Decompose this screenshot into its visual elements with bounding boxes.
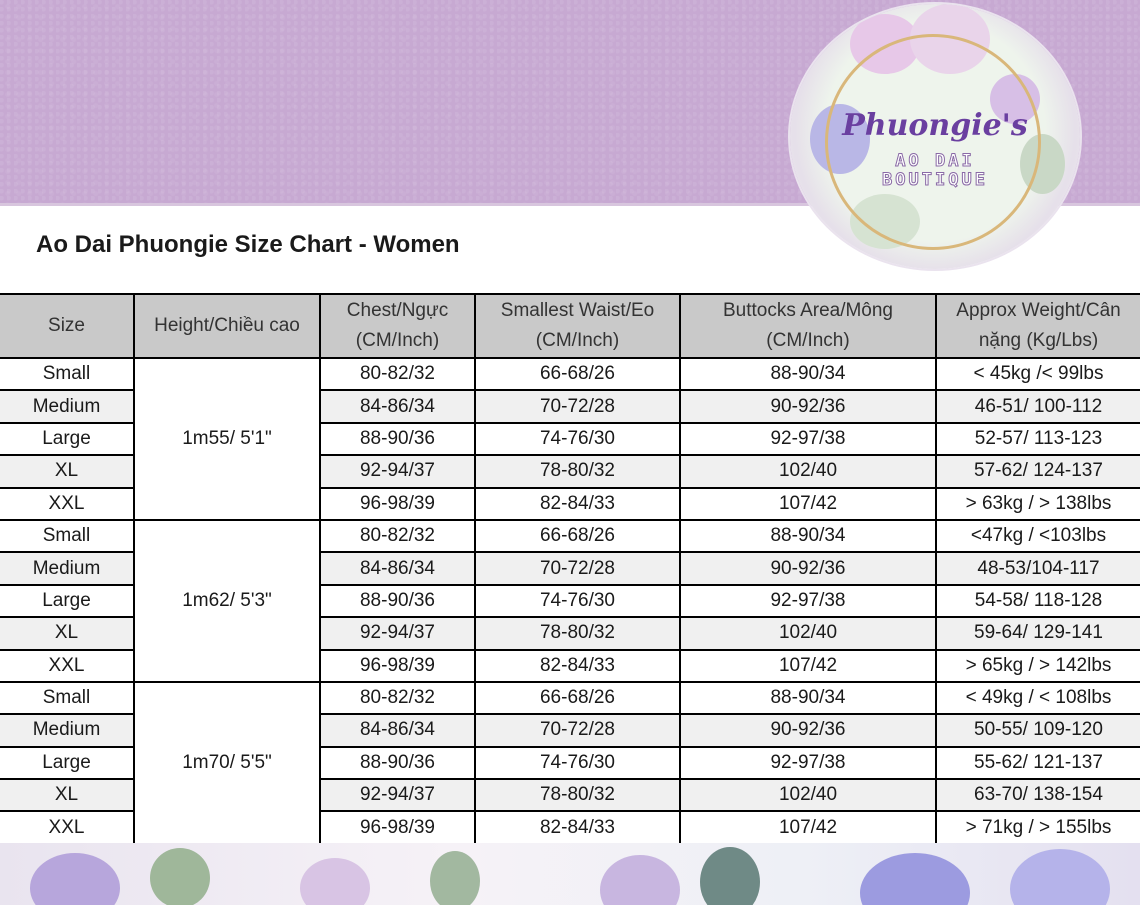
column-header-text: (CM/Inch)	[766, 330, 850, 351]
logo-name: Phuongie's	[842, 108, 1028, 143]
weight-cell: < 49kg / < 108lbs	[936, 682, 1140, 714]
chest-cell: 96-98/39	[320, 488, 475, 520]
chest-cell: 80-82/32	[320, 520, 475, 552]
size-cell: Medium	[0, 390, 134, 422]
column-header-text: Chest/Ngực	[346, 300, 449, 321]
buttocks-cell: 107/42	[680, 488, 936, 520]
buttocks-cell: 90-92/36	[680, 552, 936, 584]
size-cell: XXL	[0, 488, 134, 520]
waist-cell: 70-72/28	[475, 714, 680, 746]
column-header	[475, 294, 680, 358]
chest-cell: 84-86/34	[320, 552, 475, 584]
column-header	[320, 294, 475, 358]
waist-cell: 74-76/30	[475, 747, 680, 779]
column-header-text: Approx Weight/Cân	[956, 300, 1121, 321]
size-cell: XXL	[0, 811, 134, 843]
size-cell: Medium	[0, 714, 134, 746]
chest-cell: 96-98/39	[320, 811, 475, 843]
buttocks-cell: 92-97/38	[680, 585, 936, 617]
column-header	[936, 294, 1140, 358]
waist-cell: 66-68/26	[475, 358, 680, 390]
waist-cell: 66-68/26	[475, 682, 680, 714]
chest-cell: 92-94/37	[320, 455, 475, 487]
column-header	[680, 294, 936, 358]
size-cell: XL	[0, 617, 134, 649]
size-cell: Small	[0, 682, 134, 714]
floral-decoration	[430, 851, 480, 905]
column-header	[134, 294, 320, 358]
logo-subtitle-line2: BOUTIQUE	[882, 170, 988, 190]
weight-cell: 48-53/104-117	[936, 552, 1140, 584]
waist-cell: 82-84/33	[475, 811, 680, 843]
size-cell: XL	[0, 779, 134, 811]
boutique-logo	[790, 4, 1080, 269]
weight-cell: 46-51/ 100-112	[936, 390, 1140, 422]
buttocks-cell: 88-90/34	[680, 358, 936, 390]
buttocks-cell: 92-97/38	[680, 747, 936, 779]
chest-cell: 88-90/36	[320, 585, 475, 617]
chest-cell: 88-90/36	[320, 423, 475, 455]
floral-decoration	[30, 853, 120, 905]
floral-decoration	[150, 848, 210, 905]
waist-cell: 70-72/28	[475, 552, 680, 584]
weight-cell: 52-57/ 113-123	[936, 423, 1140, 455]
buttocks-cell: 102/40	[680, 617, 936, 649]
column-header-text: (CM/Inch)	[535, 330, 620, 351]
buttocks-cell: 88-90/34	[680, 520, 936, 552]
floral-decoration	[860, 853, 970, 905]
size-cell: Small	[0, 358, 134, 390]
table-header-row	[0, 294, 1140, 358]
chest-cell: 92-94/37	[320, 779, 475, 811]
waist-cell: 66-68/26	[475, 520, 680, 552]
waist-cell: 78-80/32	[475, 455, 680, 487]
floral-decoration	[300, 858, 370, 905]
waist-cell: 78-80/32	[475, 779, 680, 811]
chest-cell: 92-94/37	[320, 617, 475, 649]
weight-cell: > 71kg / > 155lbs	[936, 811, 1140, 843]
floral-decoration	[700, 847, 760, 905]
buttocks-cell: 107/42	[680, 650, 936, 682]
buttocks-cell: 90-92/36	[680, 714, 936, 746]
size-cell: Large	[0, 423, 134, 455]
size-cell: Medium	[0, 552, 134, 584]
weight-cell: 50-55/ 109-120	[936, 714, 1140, 746]
table-row	[0, 520, 1140, 552]
column-header-text: Height/Chiều cao	[154, 315, 300, 336]
column-header-text: nặng (Kg/Lbs)	[978, 330, 1099, 351]
weight-cell: 59-64/ 129-141	[936, 617, 1140, 649]
weight-cell: < 45kg /< 99lbs	[936, 358, 1140, 390]
buttocks-cell: 102/40	[680, 455, 936, 487]
table-row	[0, 358, 1140, 390]
chest-cell: 84-86/34	[320, 390, 475, 422]
buttocks-cell: 102/40	[680, 779, 936, 811]
table-row	[0, 682, 1140, 714]
waist-cell: 82-84/33	[475, 488, 680, 520]
floral-decoration	[1010, 849, 1110, 905]
column-header-text: (CM/Inch)	[355, 330, 440, 351]
chest-cell: 80-82/32	[320, 682, 475, 714]
height-cell: 1m55/ 5'1"	[134, 358, 320, 520]
buttocks-cell: 88-90/34	[680, 682, 936, 714]
waist-cell: 82-84/33	[475, 650, 680, 682]
waist-cell: 74-76/30	[475, 423, 680, 455]
weight-cell: > 63kg / > 138lbs	[936, 488, 1140, 520]
height-cell: 1m62/ 5'3"	[134, 520, 320, 682]
weight-cell: > 65kg / > 142lbs	[936, 650, 1140, 682]
buttocks-cell: 107/42	[680, 811, 936, 843]
height-cell: 1m70/ 5'5"	[134, 682, 320, 844]
weight-cell: 57-62/ 124-137	[936, 455, 1140, 487]
size-cell: Small	[0, 520, 134, 552]
waist-cell: 70-72/28	[475, 390, 680, 422]
chest-cell: 84-86/34	[320, 714, 475, 746]
size-chart-table	[0, 293, 1140, 845]
weight-cell: <47kg / <103lbs	[936, 520, 1140, 552]
chest-cell: 96-98/39	[320, 650, 475, 682]
waist-cell: 74-76/30	[475, 585, 680, 617]
size-cell: XL	[0, 455, 134, 487]
weight-cell: 63-70/ 138-154	[936, 779, 1140, 811]
floral-decoration	[600, 855, 680, 905]
size-cell: Large	[0, 747, 134, 779]
size-cell: Large	[0, 585, 134, 617]
weight-cell: 55-62/ 121-137	[936, 747, 1140, 779]
chest-cell: 80-82/32	[320, 358, 475, 390]
buttocks-cell: 92-97/38	[680, 423, 936, 455]
column-header-text: Smallest Waist/Eo	[500, 300, 655, 321]
waist-cell: 78-80/32	[475, 617, 680, 649]
column-header-text: Buttocks Area/Mông	[722, 300, 894, 321]
chest-cell: 88-90/36	[320, 747, 475, 779]
size-cell: XXL	[0, 650, 134, 682]
column-header	[0, 294, 134, 358]
buttocks-cell: 90-92/36	[680, 390, 936, 422]
weight-cell: 54-58/ 118-128	[936, 585, 1140, 617]
page-title: Ao Dai Phuongie Size Chart - Women	[36, 231, 460, 258]
floral-footer	[0, 843, 1140, 905]
column-header-text: Size	[48, 315, 85, 336]
logo-subtitle-line1: AO DAI	[895, 151, 975, 171]
